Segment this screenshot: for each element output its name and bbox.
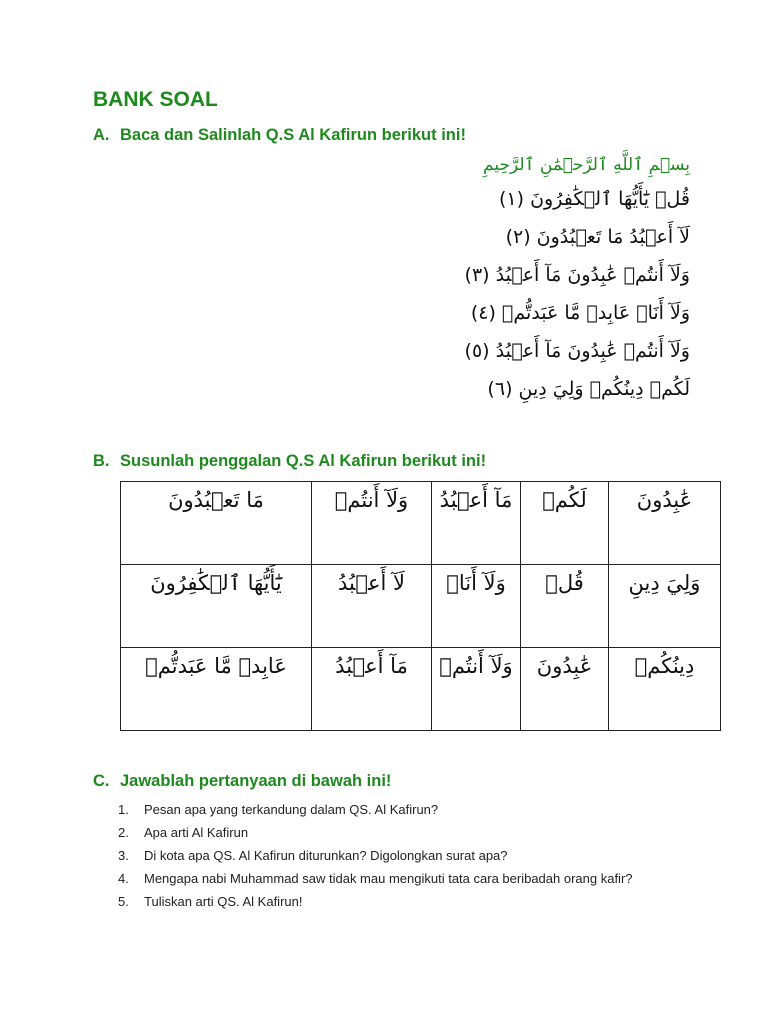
table-cell: عَابِدٞ مَّا عَبَدتُّمۡ (121, 648, 312, 731)
question-text: Tuliskan arti QS. Al Kafirun! (144, 894, 303, 909)
question-text: Apa arti Al Kafirun (144, 825, 249, 840)
question-number: 1. (118, 802, 129, 817)
list-item (118, 799, 678, 821)
table-row (121, 482, 721, 565)
section-b-heading-text: Susunlah penggalan Q.S Al Kafirun berikut ini! (120, 452, 487, 470)
table-cell: وَلَآ أَنتُمۡ (432, 648, 521, 731)
table-cell: وَلِيَ دِينِ (609, 565, 721, 648)
table-row (121, 565, 721, 648)
table-cell: قُلۡ (521, 565, 609, 648)
list-item (118, 891, 678, 913)
question-number: 3. (118, 848, 129, 863)
section-a-letter: A. (93, 126, 110, 144)
table-cell: لَكُمۡ (521, 482, 609, 565)
table-cell: عَٰبِدُونَ (521, 648, 609, 731)
section-c-heading-text: Jawablah pertanyaan di bawah ini! (120, 772, 392, 790)
table-cell: يَٰٓأَيُّهَا ٱلۡكَٰفِرُونَ (121, 565, 312, 648)
table-cell: دِينُكُمۡ (609, 648, 721, 731)
question-text: Mengapa nabi Muhammad saw tidak mau mengikuti tata cara beribadah orang kafir? (144, 871, 633, 886)
list-item (118, 822, 678, 844)
table-cell: وَلَآ أَنَا۠ (432, 565, 521, 648)
section-a-heading-text: Baca dan Salinlah Q.S Al Kafirun berikut ini! (120, 126, 466, 144)
question-text: Pesan apa yang terkandung dalam QS. Al Kafirun? (144, 802, 439, 817)
section-c-letter: C. (93, 772, 110, 790)
list-item (118, 868, 678, 890)
basmala: بِسۡمِ ٱللَّهِ ٱلرَّحۡمَٰنِ ٱلرَّحِيمِ (483, 155, 690, 175)
section-c-heading (93, 772, 391, 791)
question-list (118, 799, 678, 914)
question-text: Di kota apa QS. Al Kafirun diturunkan? Digolongkan surat apa? (144, 848, 508, 863)
page-title: BANK SOAL (93, 88, 218, 111)
table-cell: وَلَآ أَنتُمۡ (312, 482, 432, 565)
verse-3: وَلَآ أَنتُمۡ عَٰبِدُونَ مَآ أَعۡبُدُ (٣) (464, 264, 690, 286)
verse-fragments-table (120, 481, 721, 731)
verse-1: قُلۡ يَٰٓأَيُّهَا ٱلۡكَٰفِرُونَ (١) (499, 188, 690, 210)
question-number: 4. (118, 871, 129, 886)
table-cell: لَآ أَعۡبُدُ (312, 565, 432, 648)
verse-4: وَلَآ أَنَا۠ عَابِدٞ مَّا عَبَدتُّمۡ (٤) (470, 302, 690, 324)
surah-text (290, 150, 690, 408)
list-item (118, 845, 678, 867)
section-b-letter: B. (93, 452, 110, 470)
table-cell: عَٰبِدُونَ (609, 482, 721, 565)
table-cell: مَآ أَعۡبُدُ (312, 648, 432, 731)
question-number: 5. (118, 894, 129, 909)
verse-2: لَآ أَعۡبُدُ مَا تَعۡبُدُونَ (٢) (505, 226, 690, 248)
table-cell: مَآ أَعۡبُدُ (432, 482, 521, 565)
table-row (121, 648, 721, 731)
verse-6: لَكُمۡ دِينُكُمۡ وَلِيَ دِينِ (٦) (487, 378, 690, 400)
table-cell: مَا تَعۡبُدُونَ (121, 482, 312, 565)
question-number: 2. (118, 825, 129, 840)
section-b-heading (93, 452, 486, 471)
section-a-heading (93, 126, 466, 145)
verse-5: وَلَآ أَنتُمۡ عَٰبِدُونَ مَآ أَعۡبُدُ (٥) (464, 340, 690, 362)
